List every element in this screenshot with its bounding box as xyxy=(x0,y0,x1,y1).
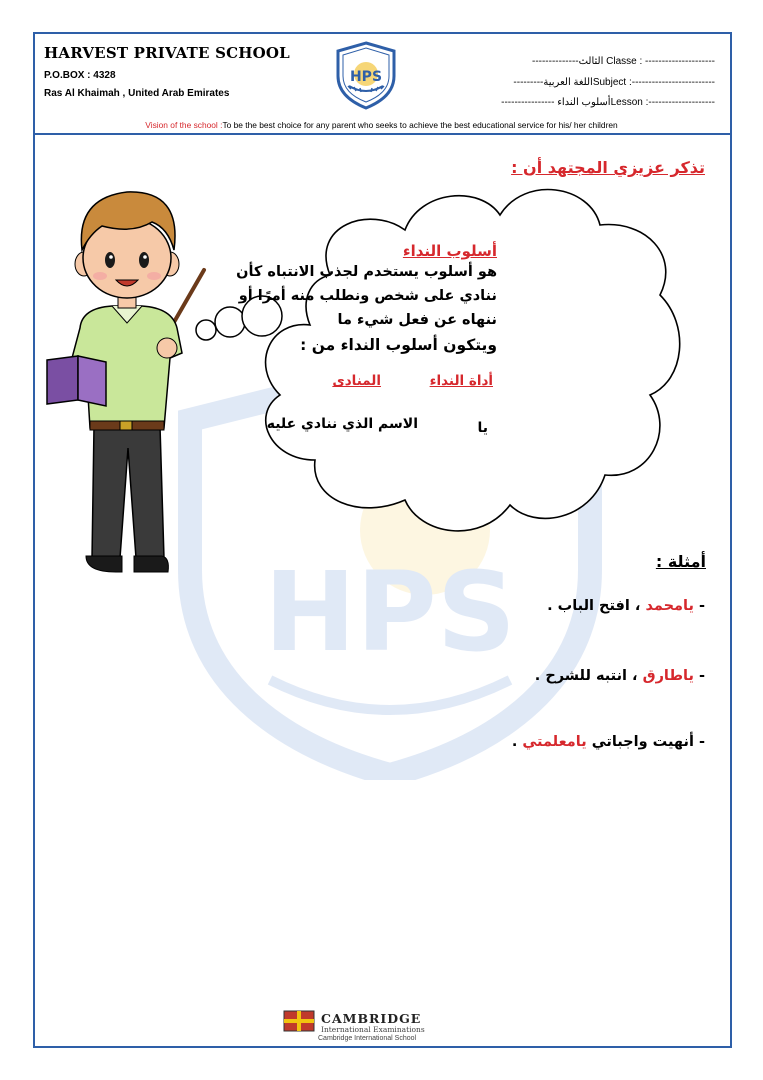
cloud-munada-value: الاسم الذي ننادي عليه xyxy=(266,416,418,432)
example-1 xyxy=(547,598,705,614)
classe-field: --------------الثالث Classe : --------------------- xyxy=(531,56,715,67)
cloud-definition-line-1: هو أسلوب يستخدم لجذب الانتباه كأن xyxy=(236,264,497,280)
cambridge-school: Cambridge International School xyxy=(318,1035,417,1042)
vision-text: To be the best choice for any parent who seeks to achieve the best educational service for his/ her children xyxy=(222,120,618,130)
thought-cloud xyxy=(180,160,685,560)
logo-text: HPS xyxy=(349,69,383,85)
cloud-tool-value: يا xyxy=(477,420,488,436)
cloud-tool-label: أداة النداء xyxy=(429,373,493,389)
example-3-bullet: - xyxy=(693,734,705,750)
example-2-bullet: - xyxy=(693,668,705,684)
example-3-vocative: يامعلمتي xyxy=(522,734,587,750)
school-name: HARVEST PRIVATE SCHOOL xyxy=(44,44,290,62)
example-3-plain: أنهيت واجباتي xyxy=(586,734,694,750)
teacher-illustration-icon xyxy=(42,178,227,583)
cloud-heading: أسلوب النداء xyxy=(402,242,497,260)
cambridge-brand: CAMBRIDGE xyxy=(321,1011,422,1026)
header-divider xyxy=(35,133,730,135)
example-2 xyxy=(535,668,705,684)
example-3-rest: . xyxy=(511,734,523,750)
lesson-title: تذكر عزيزي المجتهد أن : xyxy=(511,158,705,177)
example-1-rest: ، افتح الباب . xyxy=(547,598,646,614)
cloud-definition-line-3: ننهاه عن فعل شيء ما xyxy=(337,312,497,328)
cloud-definition-line-2: ننادي على شخص ونطلب منه أمرًا أو xyxy=(238,288,497,304)
po-box: P.O.BOX : 4328 xyxy=(44,70,116,81)
subject-field: ---------اللغة العربيةSubject :------------------------- xyxy=(513,77,715,88)
lesson-field: ---------------- أسلوب النداءLesson :-------------------- xyxy=(501,97,715,108)
example-2-rest: ، انتبه للشرح . xyxy=(534,668,643,684)
example-3 xyxy=(512,734,705,750)
example-2-vocative: ياطارق xyxy=(642,668,694,684)
example-1-vocative: يامحمد xyxy=(645,598,694,614)
school-logo-icon xyxy=(331,40,401,110)
cambridge-crest-icon xyxy=(283,1010,315,1032)
school-location: Ras Al Khaimah , United Arab Emirates xyxy=(44,88,230,99)
vision-label: Vision of the school : xyxy=(145,120,223,130)
cloud-definition-line-4: ويتكون أسلوب النداء من : xyxy=(300,336,497,354)
example-1-bullet: - xyxy=(693,598,705,614)
school-vision xyxy=(0,120,763,130)
svg-text:HPS: HPS xyxy=(264,548,516,676)
cloud-munada-label: المنادى xyxy=(332,373,381,389)
cambridge-subtitle: International Examinations xyxy=(321,1025,425,1034)
examples-title: أمثلة : xyxy=(655,552,706,571)
